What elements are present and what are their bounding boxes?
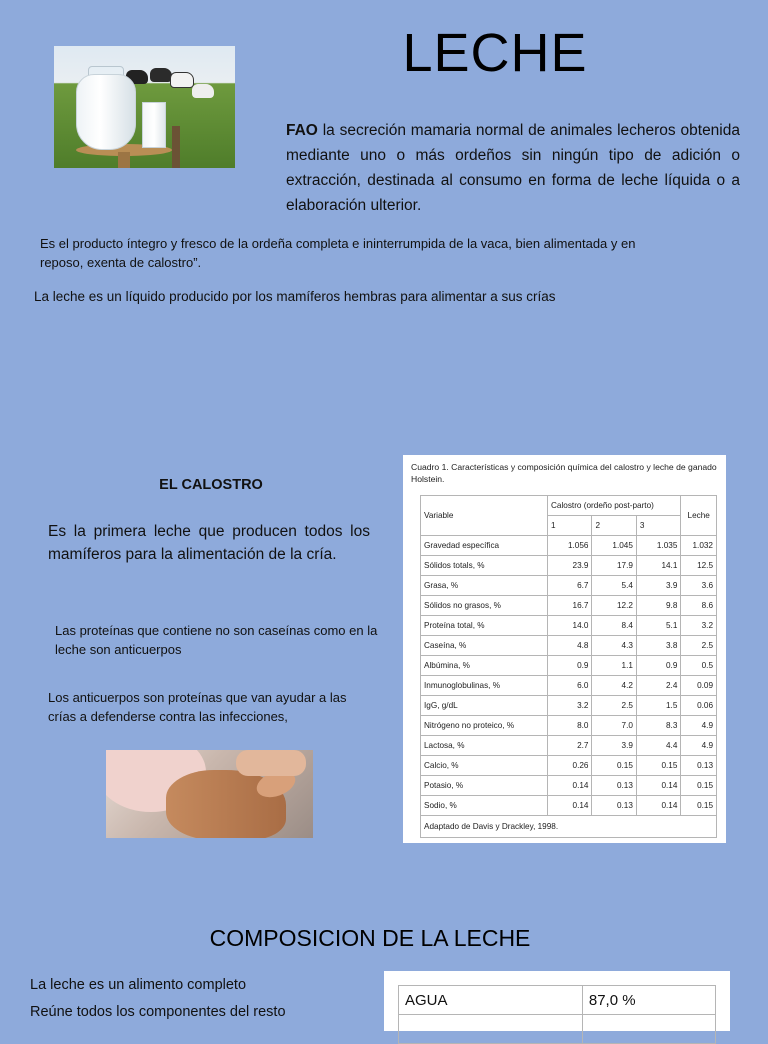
row-value: 12.5 <box>681 556 717 576</box>
hand <box>236 750 306 776</box>
row-value: 17.9 <box>592 556 636 576</box>
row-variable: Gravedad específica <box>421 536 548 556</box>
fao-text: la secreción mamaria normal de animales lecheros obtenida mediante uno o más ordeños sin ningún tipo de adición o extracción, destinada al consumo en forma de leche líquida o a elaboración ulterior. <box>286 122 740 214</box>
row-value: 4.4 <box>636 736 680 756</box>
fence-post <box>172 126 180 168</box>
row-value: 0.9 <box>636 656 680 676</box>
table-row <box>421 616 717 636</box>
table-leg <box>118 152 130 168</box>
row-value: 6.7 <box>548 576 592 596</box>
table-caption: Cuadro 1. Características y composición química del calostro y leche de ganado Holstein. <box>411 462 717 484</box>
row-variable: IgG, g/dL <box>421 696 548 716</box>
calf-nursing-photo <box>106 750 313 838</box>
row-value: 4.2 <box>592 676 636 696</box>
row-value: 3.9 <box>636 576 680 596</box>
row-value: 3.6 <box>681 576 717 596</box>
row-value: 4.8 <box>548 636 592 656</box>
row-variable: Lactosa, % <box>421 736 548 756</box>
row-value: 0.9 <box>548 656 592 676</box>
fao-definition <box>286 118 740 218</box>
calostro-description: Es la primera leche que producen todos los mamíferos para la alimentación de la cría. <box>48 523 370 563</box>
row-value: 5.4 <box>592 576 636 596</box>
row-value: 16.7 <box>548 596 592 616</box>
row-variable: Inmunoglobulinas, % <box>421 676 548 696</box>
row-value: 0.14 <box>636 776 680 796</box>
row-value: 3.2 <box>681 616 717 636</box>
definition-paragraph: Es el producto íntegro y fresco de la ordeña completa e ininterrumpida de la vaca, bien alimentada y en reposo, exenta de calostro”. <box>40 236 636 270</box>
row-value: 0.15 <box>636 756 680 776</box>
header-variable: Variable <box>421 496 548 536</box>
water-label: AGUA <box>399 986 583 1015</box>
row-variable: Albúmina, % <box>421 656 548 676</box>
calostro-heading: EL CALOSTRO <box>159 477 263 493</box>
row-value: 6.0 <box>548 676 592 696</box>
table-row <box>421 656 717 676</box>
calostro-antibodies-text: Los anticuerpos son proteínas que van ayudar a las crías a defenderse contra las infecciones, <box>48 690 347 724</box>
intro-paragraph: La leche es un líquido producido por los mamíferos hembras para alimentar a sus crías <box>34 289 556 304</box>
table-row <box>421 776 717 796</box>
milk-jug <box>76 74 136 150</box>
row-variable: Sólidos totals, % <box>421 556 548 576</box>
table-row <box>421 556 717 576</box>
header-col-1: 1 <box>548 516 592 536</box>
milk-jug-photo <box>54 46 235 168</box>
cow-figure <box>170 72 194 88</box>
row-variable: Sólidos no grasos, % <box>421 596 548 616</box>
row-value: 2.5 <box>592 696 636 716</box>
row-variable: Caseína, % <box>421 636 548 656</box>
table-row <box>399 1015 716 1044</box>
row-value: 4.9 <box>681 716 717 736</box>
table-source: Adaptado de Davis y Drackley, 1998. <box>421 816 717 838</box>
row-value: 0.14 <box>636 796 680 816</box>
table-row <box>421 716 717 736</box>
header-col-2: 2 <box>592 516 636 536</box>
table-row <box>421 536 717 556</box>
table-row <box>421 636 717 656</box>
row-value: 9.8 <box>636 596 680 616</box>
table-row <box>421 676 717 696</box>
table-row <box>421 736 717 756</box>
row-value: 3.8 <box>636 636 680 656</box>
row-value: 12.2 <box>592 596 636 616</box>
colostrum-composition-table <box>420 495 717 838</box>
water-value: 87,0 % <box>582 986 715 1015</box>
fao-lead: FAO <box>286 122 318 139</box>
table-row <box>421 756 717 776</box>
row-value: 8.3 <box>636 716 680 736</box>
row-value: 2.4 <box>636 676 680 696</box>
calostro-proteins-text: Las proteínas que contiene no son caseínas como en la leche son anticuerpos <box>55 623 378 657</box>
row-value: 3.2 <box>548 696 592 716</box>
row-value: 14.1 <box>636 556 680 576</box>
table-row <box>421 696 717 716</box>
row-value: 1.045 <box>592 536 636 556</box>
table-row <box>399 986 716 1015</box>
row-variable: Calcio, % <box>421 756 548 776</box>
row-value: 23.9 <box>548 556 592 576</box>
row-variable: Grasa, % <box>421 576 548 596</box>
row-value: 0.09 <box>681 676 717 696</box>
row-value: 3.9 <box>592 736 636 756</box>
colostrum-table-image <box>403 455 726 843</box>
table-row <box>421 576 717 596</box>
composition-table <box>398 985 716 1044</box>
row-value: 0.13 <box>592 776 636 796</box>
composition-line-2: Reúne todos los componentes del resto <box>30 1004 286 1020</box>
row-value: 4.3 <box>592 636 636 656</box>
composition-line-1: La leche es un alimento completo <box>30 977 247 993</box>
table-row <box>421 796 717 816</box>
header-calostro: Calostro (ordeño post-parto) <box>548 496 681 516</box>
row-value: 0.06 <box>681 696 717 716</box>
row-value: 0.13 <box>592 796 636 816</box>
row-value: 7.0 <box>592 716 636 736</box>
row-value: 14.0 <box>548 616 592 636</box>
row-value: 2.7 <box>548 736 592 756</box>
page-title: LECHE <box>402 23 588 83</box>
row-value: 0.14 <box>548 776 592 796</box>
row-value: 8.6 <box>681 596 717 616</box>
row-value: 1.1 <box>592 656 636 676</box>
row-value: 0.15 <box>592 756 636 776</box>
row-value: 1.035 <box>636 536 680 556</box>
row-variable: Nitrógeno no proteico, % <box>421 716 548 736</box>
row-variable: Proteína total, % <box>421 616 548 636</box>
row-value: 0.13 <box>681 756 717 776</box>
cow-figure <box>192 84 214 98</box>
row-value: 1.032 <box>681 536 717 556</box>
row-value: 0.14 <box>548 796 592 816</box>
row-variable: Potasio, % <box>421 776 548 796</box>
row-value: 0.5 <box>681 656 717 676</box>
composition-table-image <box>384 971 730 1031</box>
composition-heading: COMPOSICION DE LA LECHE <box>209 925 531 951</box>
row-value: 5.1 <box>636 616 680 636</box>
cow-figure <box>150 68 172 82</box>
row-value: 1.056 <box>548 536 592 556</box>
row-variable: Sodio, % <box>421 796 548 816</box>
header-leche: Leche <box>681 496 717 536</box>
header-col-3: 3 <box>636 516 680 536</box>
row-value: 0.15 <box>681 776 717 796</box>
row-value: 0.15 <box>681 796 717 816</box>
row-value: 8.4 <box>592 616 636 636</box>
row-value: 4.9 <box>681 736 717 756</box>
row-value: 2.5 <box>681 636 717 656</box>
table-row <box>421 596 717 616</box>
milk-glass <box>142 102 166 148</box>
row-value: 1.5 <box>636 696 680 716</box>
row-value: 0.26 <box>548 756 592 776</box>
table-body <box>421 536 717 816</box>
row-value: 8.0 <box>548 716 592 736</box>
